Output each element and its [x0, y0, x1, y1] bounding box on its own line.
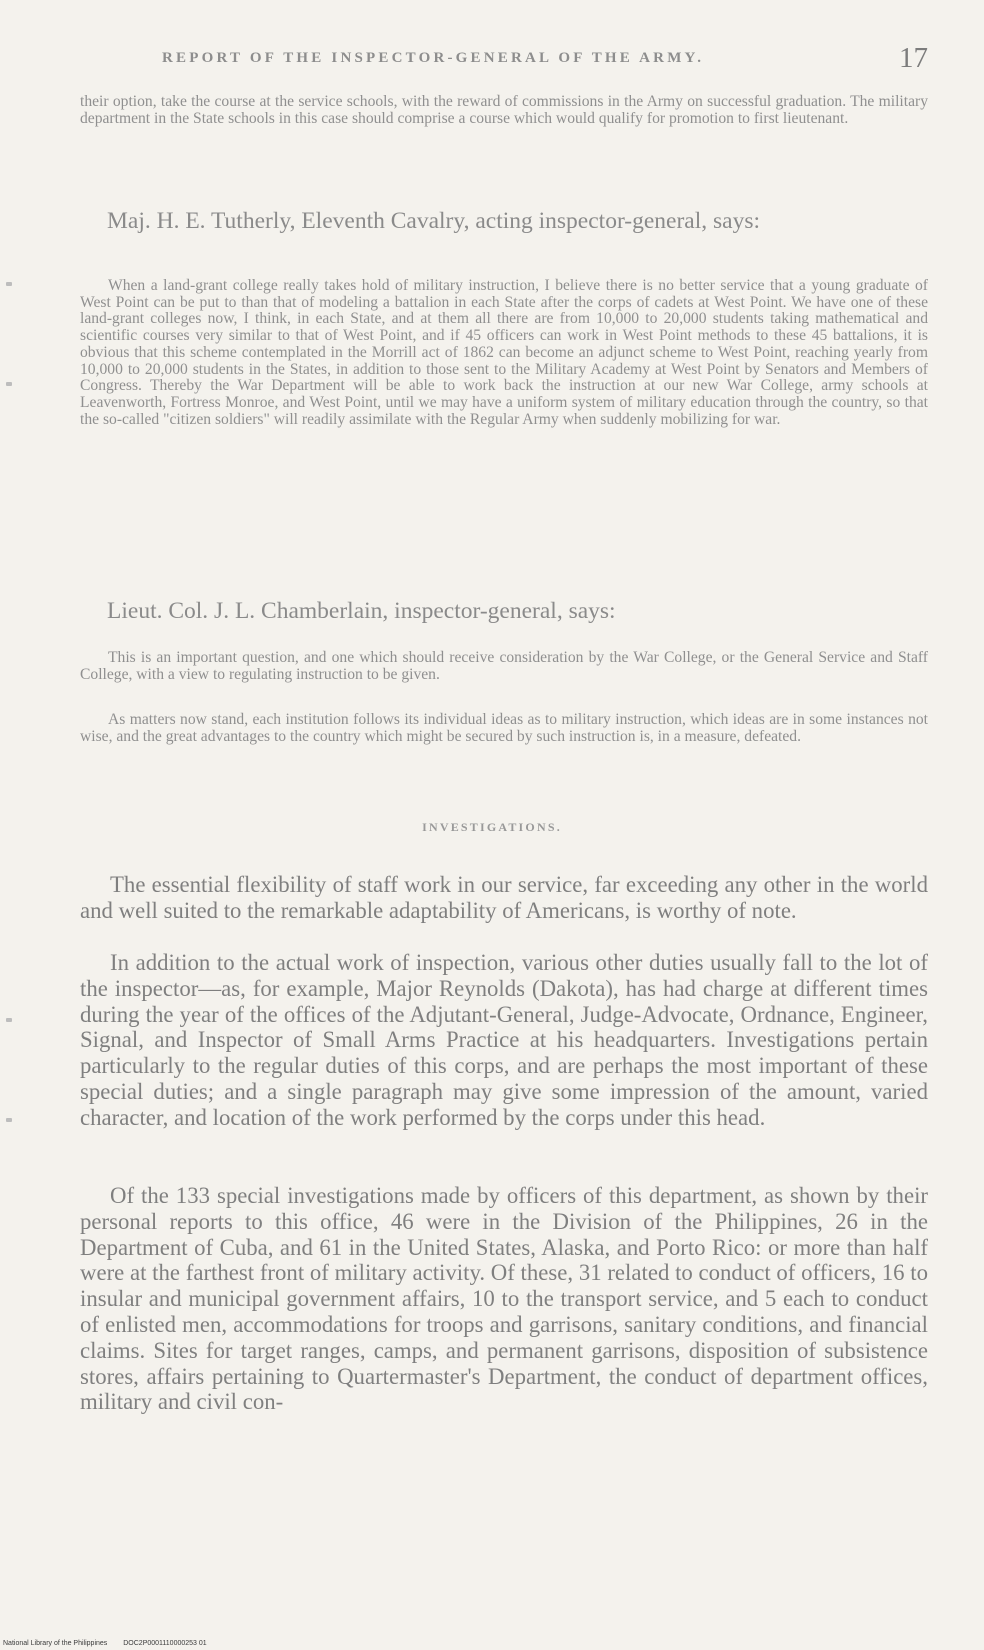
margin-mark [6, 382, 12, 386]
chamberlain-quote-2: As matters now stand, each institution follows its individual ideas as to military instruction, which ideas are in some instances not wise, and the great advantages to the country which might be secured by such instruction is, in a measure, defeated. [80, 711, 928, 745]
section-title: INVESTIGATIONS. [422, 820, 562, 834]
footer-library: National Library of the Philippines [3, 1640, 108, 1647]
chamberlain-quote-1: This is an important question, and one which should receive consideration by the War College, or the General Service and Staff College, with a view to regulating instruction to be given. [80, 649, 928, 683]
tutherly-intro [107, 208, 955, 234]
investigations-paragraph-2: In addition to the actual work of inspection, various other duties usually fall to the lot of the inspector—as, for example, Major Reynolds (Dakota), has had charge at different times during the year of the offices of the Adjutant-General, Judge-Advocate, Ordnance, Engineer, Signal, and Inspector of Small Arms Practice at his headquarters. Investigations pertain particularly to the regular duties of this corps, and are perhaps the most important of these special duties; and a single paragraph may give some impression of the amount, varied character, and location of the work performed by the corps under this head. [80, 950, 928, 1130]
running-head: REPORT OF THE INSPECTOR-GENERAL OF THE ARMY. [162, 50, 705, 66]
page-number: 17 [899, 42, 928, 74]
scan-footer [3, 1640, 221, 1647]
paragraph-continued: their option, take the course at the service schools, with the reward of commissions in the Army on successful graduation. The military department in the State schools in this case should comprise a course which would qualify for promotion to first lieutenant. [80, 93, 928, 127]
tutherly-quote: When a land-grant college really takes hold of military instruction, I believe there is no better service that a young graduate of West Point can be put to than that of modeling a battalion in each State after the corps of cadets at West Point. We have one of these land-grant colleges now, I think, in each State, and at them all there are from 10,000 to 20,000 students taking mathematical and scientific courses very similar to that of West Point, and if 45 officers can work in West Point methods to these 45 battalions, it is obvious that this scheme contemplated in the Morrill act of 1862 can become an adjunct scheme to West Point, reaching yearly from 10,000 to 20,000 students in the States, in addition to those sent to the Military Academy at West Point by Senators and Members of Congress. Thereby the War Department will be able to work back the instruction at our new War College, army schools at Leavenworth, Fortress Monroe, and West Point, until we may have a uniform system of military education through the country, so that the so-called "citizen soldiers" will readily assimilate with the Regular Army when suddenly mobilizing for war. [80, 277, 928, 428]
margin-mark [6, 282, 12, 286]
margin-mark [6, 1018, 12, 1022]
footer-id: DOC2P0001110000253 01 [123, 1640, 207, 1647]
tutherly-intro-text: Maj. H. E. Tutherly, Eleventh Cavalry, acting inspector-general, says: [107, 208, 761, 234]
page-header [150, 42, 930, 76]
investigations-paragraph-1: The essential flexibility of staff work in our service, far exceeding any other in the world and well suited to the remarkable adaptability of Americans, is worthy of note. [80, 872, 928, 923]
chamberlain-intro: Lieut. Col. J. L. Chamberlain, inspector-general, says: [107, 598, 616, 624]
investigations-paragraph-3: Of the 133 special investigations made by officers of this department, as shown by their personal reports to this office, 46 were in the Division of the Philippines, 26 in the Department of Cuba, and 61 in the United States, Alaska, and Porto Rico: or more than half were at the farthest front of military activity. Of these, 31 related to conduct of officers, 16 to insular and municipal government affairs, 10 to the transport service, and 5 each to conduct of enlisted men, accommodations for troops and garrisons, sanitary conditions, and financial claims. Sites for target ranges, camps, and permanent garrisons, disposition of subsistence stores, affairs pertaining to Quartermaster's Department, the conduct of department offices, military and civil con- [80, 1183, 928, 1415]
margin-mark [6, 1118, 12, 1122]
